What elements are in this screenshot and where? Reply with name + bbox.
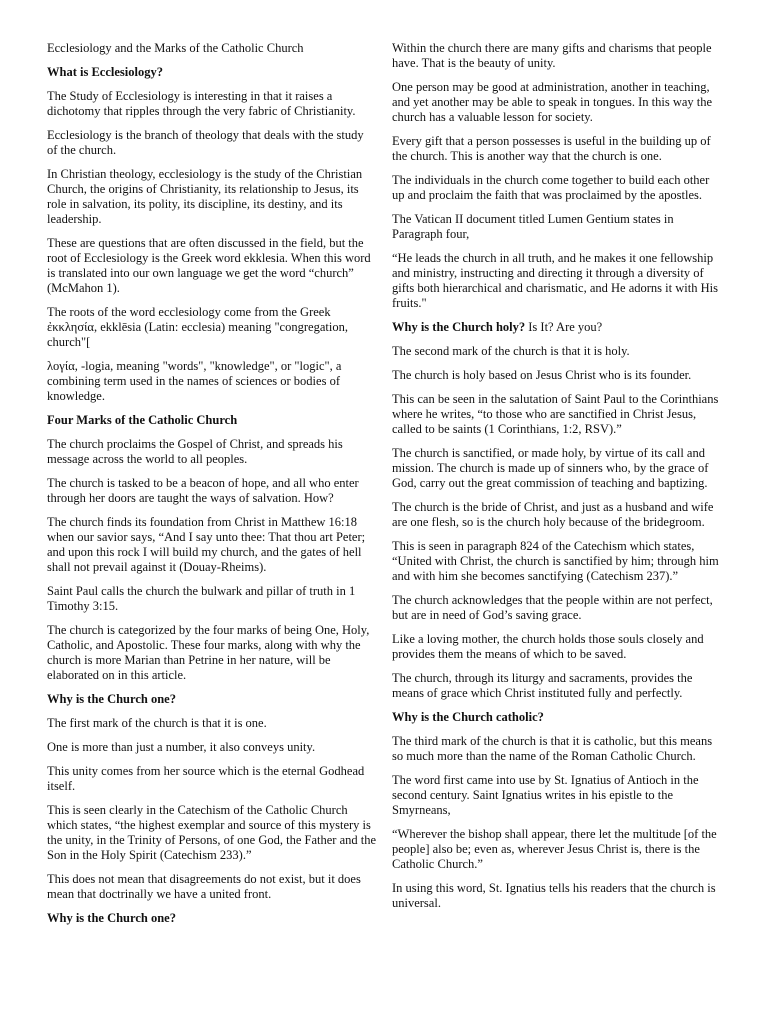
paragraph: Within the church there are many gifts and charisms that people have. That is the beauty of unity.	[392, 41, 712, 70]
paragraph: The church is categorized by the four marks of being One, Holy, Catholic, and Apostolic. These four marks, along with why the church is more Marian than Petrine in her nature, will be elaborated on in this article.	[47, 623, 370, 682]
paragraph: The church is tasked to be a beacon of hope, and all who enter through her doors are taught the ways of salvation. How?	[47, 476, 359, 505]
left-column	[47, 41, 377, 935]
paragraph: These are questions that are often discussed in the field, but the root of Ecclesiology is the Greek word ekklesia. When this word is translated into our own language we get the word “church” (McMahon 1).	[47, 236, 371, 295]
section-heading: Why is the Church one?	[47, 692, 176, 706]
paragraph: The church proclaims the Gospel of Christ, and spreads his message across the world to all peoples.	[47, 437, 343, 466]
paragraph: One is more than just a number, it also conveys unity.	[47, 740, 316, 754]
paragraph: λογία, -logia, meaning "words", "knowledge", or "logic", a combining term used in the names of sciences or bodies of knowledge.	[47, 359, 342, 403]
heading-text: Why is the Church holy?	[392, 320, 526, 334]
paragraph: The individuals in the church come together to build each other up and proclaim the faith that was proclaimed by the apostles.	[392, 173, 710, 202]
paragraph: The church acknowledges that the people within are not perfect, but are in need of God’s saving grace.	[392, 593, 713, 622]
section-heading: What is Ecclesiology?	[47, 65, 163, 79]
paragraph: Ecclesiology is the branch of theology that deals with the study of the church.	[47, 128, 364, 157]
paragraph: This unity comes from her source which is the eternal Godhead itself.	[47, 764, 365, 793]
section-heading	[392, 320, 724, 335]
paragraph: One person may be good at administration, another in teaching, and yet another may be able to speak in tongues. In this way the church has a valuable lesson for society.	[392, 80, 713, 124]
paragraph: The third mark of the church is that it is catholic, but this means so much more than the name of the Roman Catholic Church.	[392, 734, 713, 763]
paragraph: The church, through its liturgy and sacraments, provides the means of grace which Christ instituted fully and perfectly.	[392, 671, 693, 700]
paragraph: The Study of Ecclesiology is interesting in that it raises a dichotomy that ripples through the very fabric of Christianity.	[47, 89, 356, 118]
paragraph: In Christian theology, ecclesiology is the study of the Christian Church, the origins of Christianity, its relationship to Jesus, its role in salvation, its polity, its discipline, its destiny, and its leadership.	[47, 167, 363, 226]
quote-paragraph: “Wherever the bishop shall appear, there let the multitude [of the people] also be; even as, wherever Jesus Christ is, there is the Catholic Church.”	[392, 827, 717, 871]
paragraph: The church is sanctified, or made holy, by virtue of its call and mission. The church is made up of sinners who, by the grace of God, carry out the great commission of teaching and baptizing.	[392, 446, 709, 490]
quote-paragraph: “He leads the church in all truth, and he makes it one fellowship and ministry, instructing and directing it through a diversity of gifts both hierarchical and charismatic, and He adorns it with His fruits."	[392, 251, 718, 310]
paragraph: This can be seen in the salutation of Saint Paul to the Corinthians where he writes, “to those who are sanctified in Christ Jesus, called to be saints (1 Corinthians, 1:2, RSV).”	[392, 392, 719, 436]
section-heading: Four Marks of the Catholic Church	[47, 413, 238, 427]
heading-suffix: Is It? Are you?	[525, 320, 603, 334]
paragraph: The church finds its foundation from Christ in Matthew 16:18 when our savior says, “And I say unto thee: That thou art Peter; and upon this rock I will build my church, and the gates of hell shall not prevail against it (Douay-Rheims).	[47, 515, 366, 574]
paragraph: Every gift that a person possesses is useful in the building up of the church. This is another way that the church is one.	[392, 134, 711, 163]
paragraph: The second mark of the church is that it is holy.	[392, 344, 630, 358]
paragraph: The roots of the word ecclesiology come from the Greek ἐκκλησία, ekklēsia (Latin: ecclesia) meaning "congregation, church"[	[47, 305, 348, 349]
right-column	[392, 41, 724, 920]
paragraph: This is seen in paragraph 824 of the Catechism which states, “United with Christ, the church is sanctified by him; through him and with him she becomes sanctifying (Catechism 237).”	[392, 539, 719, 583]
paragraph: Saint Paul calls the church the bulwark and pillar of truth in 1 Timothy 3:15.	[47, 584, 356, 613]
paragraph: The first mark of the church is that it is one.	[47, 716, 267, 730]
paragraph: This does not mean that disagreements do not exist, but it does mean that doctrinally we have a united front.	[47, 872, 361, 901]
paragraph: The church is the bride of Christ, and just as a husband and wife are one flesh, so is the church holy because of the bridegroom.	[392, 500, 714, 529]
paragraph: The word first came into use by St. Ignatius of Antioch in the second century. Saint Ignatius writes in his epistle to the Smyrneans,	[392, 773, 699, 817]
paragraph: Like a loving mother, the church holds those souls closely and provides them the means of which to be saved.	[392, 632, 704, 661]
paragraph: This is seen clearly in the Catechism of the Catholic Church which states, “the highest exemplar and source of this mystery is the unity, in the Trinity of Persons, of one God, the Father and the Son in the Holy Spirit (Catechism 233).”	[47, 803, 377, 862]
paragraph: The church is holy based on Jesus Christ who is its founder.	[392, 368, 692, 382]
paragraph: In using this word, St. Ignatius tells his readers that the church is universal.	[392, 881, 716, 910]
document-title: Ecclesiology and the Marks of the Catholic Church	[47, 41, 304, 55]
paragraph: The Vatican II document titled Lumen Gentium states in Paragraph four,	[392, 212, 674, 241]
section-heading: Why is the Church one?	[47, 911, 176, 925]
section-heading: Why is the Church catholic?	[392, 710, 544, 724]
